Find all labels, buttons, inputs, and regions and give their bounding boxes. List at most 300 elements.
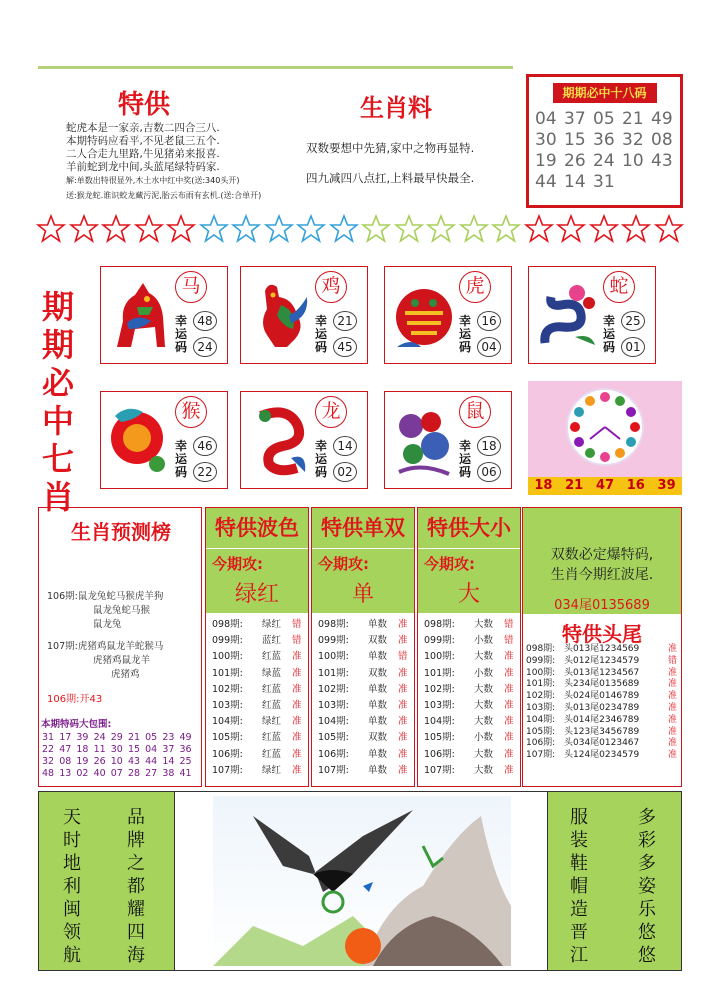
result: 准 — [504, 683, 514, 695]
luck-number-1: 25 — [621, 311, 645, 331]
slogan-char: 装 — [570, 830, 588, 851]
zodiac-name: 马 — [175, 271, 207, 303]
slogan-char: 乐 — [638, 899, 656, 920]
tegong-note-2: 送:猴龙蛇.谁识蛟龙藏污泥,胎云布雨有玄机.(送:合单开) — [66, 191, 262, 200]
attack-label: 今期攻: — [212, 555, 263, 573]
result: 准 — [668, 679, 678, 690]
eighteen-number: 32 — [622, 130, 644, 150]
slogan-char: 时 — [63, 830, 81, 851]
result: 准 — [668, 738, 678, 749]
bag-number: 48 — [42, 768, 55, 779]
left-slogan-panel — [39, 792, 175, 970]
qiqi-char: 中 — [41, 402, 74, 440]
clock-number: 16 — [626, 478, 645, 493]
period: 107期: — [318, 764, 349, 776]
luck-number-2: 24 — [193, 337, 217, 357]
history-row — [526, 691, 677, 703]
toutail-column — [522, 507, 682, 787]
history-row — [212, 633, 302, 649]
bag-number: 14 — [162, 756, 175, 767]
luck-number-1: 21 — [333, 311, 357, 331]
luck-number-1: 18 — [477, 436, 501, 456]
bag-number: 10 — [110, 756, 123, 767]
right-slogan-col-2 — [634, 806, 660, 967]
rat-papercut-icon — [391, 402, 457, 478]
toutail-history — [526, 644, 677, 762]
period: 107期: — [424, 764, 455, 776]
prediction: 头034尾0123467 — [564, 738, 640, 749]
period: 102期: — [318, 683, 349, 695]
history-row — [424, 730, 514, 746]
result: 准 — [292, 764, 302, 776]
history-row — [526, 738, 677, 750]
bag-number: 28 — [127, 768, 141, 779]
slogan-char: 航 — [63, 945, 81, 966]
shengxiao-line-1: 双数要想中先猜,家中之物再显特. — [306, 141, 475, 155]
bag-number: 07 — [110, 768, 123, 779]
result: 准 — [292, 716, 302, 728]
star-icon — [231, 214, 261, 244]
clock-dot — [600, 392, 610, 402]
clock-icon — [528, 381, 682, 477]
prediction: 大数 — [474, 716, 494, 728]
period: 105期: — [526, 726, 556, 737]
zodiac-name: 龙 — [315, 396, 347, 428]
bag-number: 39 — [76, 732, 89, 743]
qiqi-char: 期 — [41, 288, 74, 326]
prediction: 头014尾2346789 — [564, 714, 640, 725]
eighteen-numbers-box — [526, 74, 683, 208]
slogan-char: 鞋 — [570, 853, 588, 874]
clock-dot — [585, 448, 595, 458]
luck-char: 运 — [602, 327, 615, 341]
result: 准 — [668, 702, 678, 713]
star-icon — [361, 214, 391, 244]
slogan-char: 悠 — [638, 945, 656, 966]
tiger-papercut-icon — [391, 277, 457, 353]
history-row — [318, 747, 408, 763]
bag-number: 21 — [127, 732, 141, 743]
prediction: 双数 — [368, 667, 388, 679]
luck-char: 幸 — [174, 314, 187, 328]
prediction: 双数 — [368, 635, 388, 647]
shengxiao-title: 生肖料 — [360, 94, 432, 122]
tegong-line: 蛇虎本是一家亲,吉数二四合三八. — [66, 122, 220, 134]
luck-label — [173, 440, 189, 479]
luck-char: 幸 — [458, 314, 471, 328]
prediction: 单数 — [368, 700, 388, 712]
luck-label — [313, 440, 329, 479]
slogan-char: 耀 — [127, 899, 145, 920]
eighteen-number: 04 — [535, 109, 557, 129]
slogan-char: 造 — [570, 899, 588, 920]
bag-number: 30 — [110, 744, 123, 755]
prediction: 大数 — [474, 651, 494, 663]
prediction: 头013尾0234789 — [564, 702, 640, 713]
danshuang-attack — [312, 549, 414, 613]
bag-number: 04 — [145, 744, 158, 755]
star-icon — [264, 214, 294, 244]
result: 准 — [398, 700, 408, 712]
clock-dot — [615, 396, 625, 406]
period: 100期: — [212, 651, 243, 663]
star-icon — [491, 214, 521, 244]
history-row — [526, 644, 677, 656]
bag-number: 29 — [110, 732, 123, 743]
eighteen-number: 08 — [651, 130, 673, 150]
period: 101期: — [318, 667, 349, 679]
clock-numbers — [528, 477, 682, 495]
prediction: 绿红 — [262, 716, 282, 728]
slogan-char: 闽 — [63, 899, 81, 920]
bag-number: 02 — [76, 768, 89, 779]
eighteen-number: 05 — [593, 109, 615, 129]
luck-char: 运 — [174, 327, 187, 341]
attack-label: 今期攻: — [318, 555, 369, 573]
prediction: 单数 — [368, 764, 388, 776]
luck-number-2: 06 — [477, 462, 501, 482]
top-divider — [38, 66, 513, 69]
prediction: 头024尾0146789 — [564, 691, 640, 702]
result: 准 — [504, 700, 514, 712]
monkey-papercut-icon — [107, 402, 173, 478]
luck-number-1: 46 — [193, 436, 217, 456]
prediction: 单数 — [368, 716, 388, 728]
history-row — [424, 714, 514, 730]
luck-label — [173, 315, 189, 354]
luck-char: 码 — [458, 340, 471, 354]
bose-column — [205, 507, 309, 787]
qiqi-char: 必 — [41, 364, 74, 402]
clock-number: 21 — [565, 478, 584, 493]
bag-number: 49 — [179, 732, 192, 743]
history-row — [318, 714, 408, 730]
slogan-char: 天 — [63, 807, 81, 828]
luck-label — [601, 315, 617, 354]
period: 107期: — [212, 764, 243, 776]
ranking-line: 虎猪鸡鼠龙羊 — [93, 655, 151, 666]
star-icon — [199, 214, 229, 244]
slogan-char: 多 — [638, 807, 656, 828]
tegong-line: 二人合走九里路,牛见猪弟来报喜. — [66, 148, 220, 160]
prediction: 大数 — [474, 683, 494, 695]
slogan-char: 服 — [570, 807, 588, 828]
period: 103期: — [424, 700, 455, 712]
result: 准 — [504, 667, 514, 679]
period: 098期: — [424, 619, 455, 630]
toutail-line-1: 双数必定爆特码, — [550, 547, 654, 563]
bag-number: 24 — [93, 732, 106, 743]
result: 错 — [504, 619, 514, 630]
bag-number: 32 — [42, 756, 55, 767]
period: 103期: — [526, 702, 556, 713]
rooster-papercut-icon — [247, 277, 313, 353]
luck-char: 幸 — [458, 439, 471, 453]
luck-char: 运 — [458, 327, 471, 341]
zodiac-name: 蛇 — [603, 271, 635, 303]
slogan-char: 彩 — [638, 830, 656, 851]
zodiac-card-monkey — [100, 391, 228, 489]
ranking-line: 虎猪鸡 — [111, 669, 140, 680]
bag-number: 37 — [162, 744, 175, 755]
qiqi-char: 肖 — [41, 478, 74, 516]
result: 准 — [398, 748, 408, 760]
tegong-line: 本期特码应看平,不见老鼠三五个. — [66, 135, 220, 147]
eighteen-numbers-title: 期期必中十八码 — [553, 83, 657, 103]
history-row — [212, 617, 302, 633]
bag-number: 44 — [145, 756, 158, 767]
bag-number: 47 — [59, 744, 72, 755]
right-slogan-panel — [547, 792, 681, 970]
prediction: 红蓝 — [262, 700, 282, 712]
period: 106期: — [424, 748, 455, 760]
history-row — [424, 698, 514, 714]
history-row — [526, 656, 677, 668]
danshuang-column — [311, 507, 415, 787]
period: 105期: — [424, 732, 455, 744]
clock-dot — [626, 437, 636, 447]
result: 准 — [398, 683, 408, 695]
prediction: 单数 — [368, 651, 388, 663]
bottom-banner — [38, 791, 682, 971]
period: 104期: — [318, 716, 349, 728]
period: 098期: — [318, 619, 349, 630]
zodiac-name: 鸡 — [315, 271, 347, 303]
luck-label — [313, 315, 329, 354]
history-row — [318, 763, 408, 779]
slogan-char: 帽 — [570, 876, 588, 897]
period: 103期: — [212, 700, 243, 712]
prediction: 绿蓝 — [262, 667, 282, 679]
history-row — [526, 750, 677, 762]
period: 099期: — [212, 635, 243, 647]
result: 准 — [668, 726, 678, 737]
result: 准 — [398, 716, 408, 728]
luck-char: 码 — [174, 340, 187, 354]
zodiac-card-dragon — [240, 391, 368, 489]
eighteen-numbers-grid — [535, 109, 680, 192]
star-icon — [556, 214, 586, 244]
ranking-line: 鼠龙兔 — [93, 619, 122, 630]
clock-dot — [585, 396, 595, 406]
zodiac-ranking-panel — [38, 507, 202, 787]
bag-number: 11 — [93, 744, 106, 755]
slogan-char: 多 — [638, 853, 656, 874]
zodiac-card-tiger — [384, 266, 512, 364]
bag-number: 13 — [59, 768, 72, 779]
eighteen-number: 15 — [564, 130, 586, 150]
period: 100期: — [526, 667, 556, 678]
prediction: 绿红 — [262, 619, 282, 630]
clock-number: 39 — [657, 478, 676, 493]
period: 099期: — [424, 635, 455, 647]
slogan-char: 海 — [127, 945, 145, 966]
bag-number: 26 — [93, 756, 106, 767]
star-icon — [329, 214, 359, 244]
result: 准 — [292, 700, 302, 712]
period: 099期: — [526, 655, 556, 666]
bag-number: 19 — [76, 756, 89, 767]
clock-number: 18 — [534, 478, 553, 493]
bag-number: 38 — [162, 768, 175, 779]
history-row — [318, 649, 408, 665]
period: 106期: — [526, 738, 556, 749]
zodiac-card-snake — [528, 266, 656, 364]
history-row — [318, 698, 408, 714]
prediction: 红蓝 — [262, 748, 282, 760]
eighteen-number: 44 — [535, 172, 557, 192]
clock-number: 47 — [595, 478, 615, 493]
slogan-char: 之 — [127, 853, 145, 874]
prediction: 小数 — [474, 635, 494, 647]
star-icon — [524, 214, 554, 244]
clock-dot — [574, 437, 584, 447]
result: 准 — [292, 732, 302, 744]
eighteen-number: 30 — [535, 130, 557, 150]
history-row — [212, 682, 302, 698]
attack-label: 今期攻: — [424, 555, 475, 573]
ranking-open-result: 106期:开43 — [47, 694, 103, 705]
star-icon — [426, 214, 456, 244]
result: 错 — [668, 655, 678, 666]
star-icon — [589, 214, 619, 244]
luck-number-2: 45 — [333, 337, 357, 357]
attack-value: 单 — [351, 582, 374, 607]
prediction: 大数 — [474, 764, 494, 776]
history-row — [526, 679, 677, 691]
history-row — [318, 617, 408, 633]
result: 准 — [504, 732, 514, 744]
horse-papercut-icon — [107, 277, 173, 353]
eagle-illustration — [213, 796, 511, 966]
prediction: 红蓝 — [262, 651, 282, 663]
luck-char: 码 — [458, 465, 471, 479]
bose-title: 特供波色 — [206, 508, 308, 548]
tegong-title: 特供 — [118, 90, 171, 120]
result: 准 — [398, 732, 408, 744]
prediction: 单数 — [368, 619, 388, 630]
star-icon — [134, 214, 164, 244]
eighteen-number: 49 — [651, 109, 673, 129]
slogan-char: 晋 — [570, 922, 588, 943]
history-row — [212, 649, 302, 665]
luck-char: 运 — [458, 452, 471, 466]
prediction: 小数 — [474, 667, 494, 679]
period: 107期: — [526, 750, 556, 761]
prediction: 大数 — [474, 619, 494, 630]
history-row — [526, 715, 677, 727]
result: 准 — [504, 716, 514, 728]
clock-dot — [615, 448, 625, 458]
period: 106期: — [212, 748, 243, 760]
period: 101期: — [424, 667, 455, 679]
eighteen-number: 26 — [564, 151, 586, 171]
bag-number: 15 — [127, 744, 141, 755]
bag-number: 23 — [162, 732, 175, 743]
zodiac-name: 虎 — [459, 271, 491, 303]
period: 103期: — [318, 700, 349, 712]
slogan-char: 牌 — [127, 830, 145, 851]
prediction: 单数 — [368, 748, 388, 760]
left-slogan-col-2 — [123, 806, 149, 967]
period: 105期: — [318, 732, 349, 744]
result: 准 — [668, 750, 678, 761]
tegong-line: 羊前蛇到龙中间,头蓝尾绿特码家. — [66, 161, 220, 173]
bag-numbers — [42, 732, 197, 779]
luck-label — [457, 440, 473, 479]
prediction: 单数 — [368, 683, 388, 695]
star-icon — [654, 214, 684, 244]
history-row — [318, 666, 408, 682]
history-row — [424, 666, 514, 682]
daxiao-column — [417, 507, 521, 787]
slogan-char: 地 — [63, 853, 81, 874]
ranking-title: 生肖预测榜 — [71, 520, 171, 544]
result: 准 — [668, 691, 678, 702]
prediction: 头124尾0234579 — [564, 750, 640, 761]
bag-number: 41 — [179, 768, 192, 779]
period: 098期: — [212, 619, 243, 630]
result: 错 — [398, 651, 408, 663]
prediction: 头013尾1234569 — [564, 644, 640, 654]
clock-dot — [600, 452, 610, 462]
prediction: 绿红 — [262, 764, 282, 776]
bag-number: 25 — [179, 756, 192, 767]
star-icon — [394, 214, 424, 244]
slogan-char: 江 — [570, 945, 588, 966]
history-row — [424, 682, 514, 698]
shengxiao-line-2: 四九减四八点扛,上料最早快最全. — [306, 171, 475, 185]
eighteen-number: 31 — [593, 172, 615, 192]
ranking-line: 鼠龙兔蛇马猴 — [93, 605, 151, 616]
bag-number: 08 — [59, 756, 72, 767]
period: 102期: — [424, 683, 455, 695]
period: 102期: — [526, 691, 556, 702]
bag-number: 22 — [42, 744, 55, 755]
bag-number: 17 — [59, 732, 72, 743]
history-row — [318, 730, 408, 746]
result: 准 — [504, 651, 514, 663]
luck-number-2: 22 — [193, 462, 217, 482]
danshuang-title: 特供单双 — [312, 508, 414, 548]
clock-dot — [630, 422, 640, 432]
tegong-note-1: 解:单数出特很显外,木土水中红中奖(送:340头开) — [66, 176, 240, 185]
eighteen-number: 37 — [564, 109, 586, 129]
star-icon — [166, 214, 196, 244]
eighteen-number: 43 — [651, 151, 673, 171]
luck-number-2: 02 — [333, 462, 357, 482]
prediction: 红蓝 — [262, 732, 282, 744]
zodiac-name: 鼠 — [459, 396, 491, 428]
eighteen-number: 21 — [622, 109, 644, 129]
attack-value: 大 — [457, 582, 480, 607]
zodiac-card-horse — [100, 266, 228, 364]
bag-number: 36 — [179, 744, 192, 755]
period: 101期: — [212, 667, 243, 679]
prediction: 大数 — [474, 748, 494, 760]
history-row — [526, 703, 677, 715]
right-slogan-col-1 — [566, 806, 592, 967]
result: 准 — [292, 748, 302, 760]
luck-char: 运 — [314, 327, 327, 341]
bag-number: 18 — [76, 744, 89, 755]
slogan-char: 姿 — [638, 876, 656, 897]
result: 准 — [398, 667, 408, 679]
star-icon — [101, 214, 131, 244]
qiqi-char: 期 — [41, 326, 74, 364]
slogan-char: 都 — [127, 876, 145, 897]
history-row — [424, 649, 514, 665]
